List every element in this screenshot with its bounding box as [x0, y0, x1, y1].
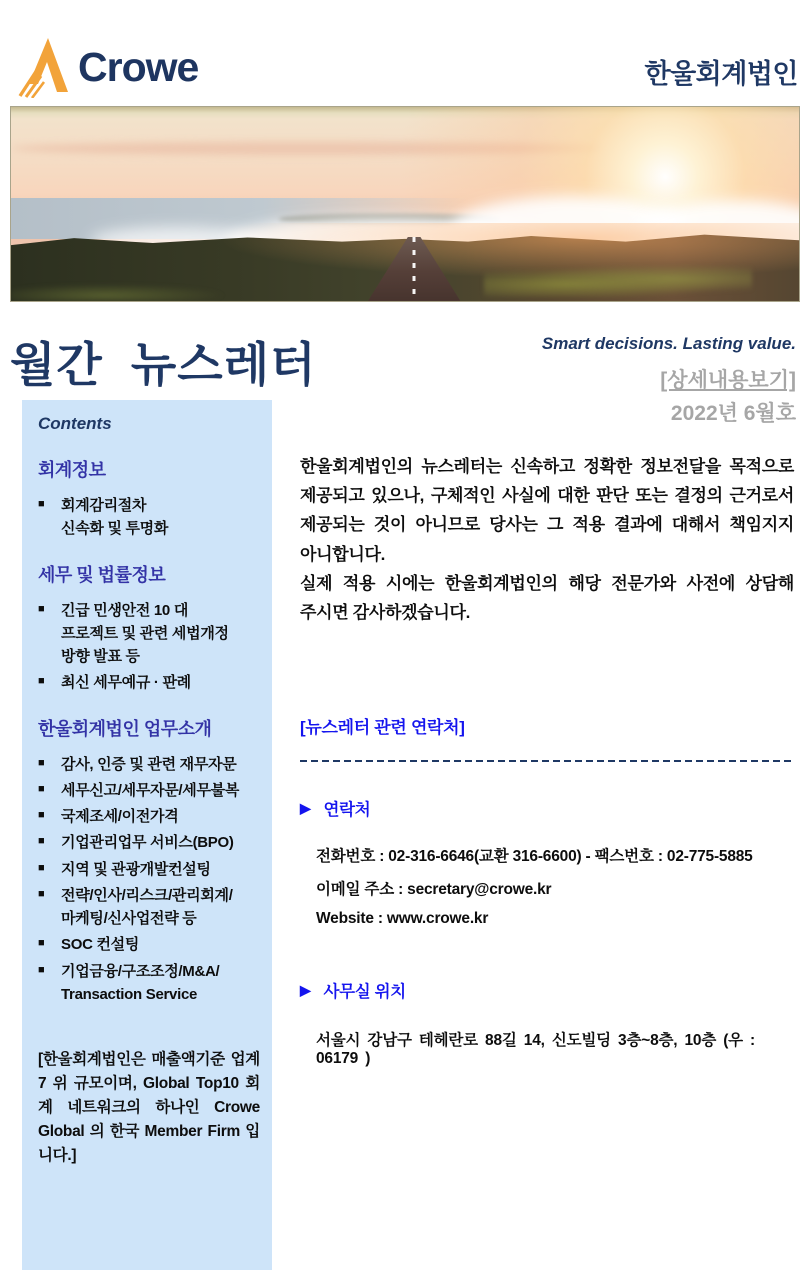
bullet-square-icon: ■ [38, 835, 45, 848]
list-item-line: 세무신고/세무자문/세무불복 [61, 781, 240, 799]
bullet-square-icon: ■ [38, 887, 45, 900]
list-item-line: SOC 컨설팅 [61, 936, 140, 954]
banner-moss-hills [11, 282, 247, 301]
bullet-square-icon: ■ [38, 602, 45, 615]
list-item [38, 671, 260, 694]
list-item [38, 599, 260, 669]
list-item-line: 기업금융/구조조정/M&A/ [61, 962, 220, 980]
office-label: 사무실 위치 [323, 983, 406, 1002]
banner-photo-sunset-road [10, 106, 800, 302]
list-item [38, 933, 260, 956]
list-item-line: 긴급 민생안전 10 대 [61, 601, 189, 619]
list-item-line: 마케팅/신사업전략 등 [61, 910, 197, 927]
banner-road-centerline [413, 237, 416, 301]
list-item [38, 884, 260, 931]
firm-footnote: [한울회계법인은 매출액기준 업계 7 위 규모이며, Global Top10 회계 네트워크의 하나인 Crowe Global 의 한국 Member Firm 입니다.] [38, 1051, 260, 1165]
list-item-line: 기업관리업무 서비스(BPO) [61, 834, 234, 852]
list-item-line: 방향 발표 등 [61, 648, 140, 665]
crowe-logo [18, 36, 198, 98]
list-item-line: 국제조세/이전가격 [61, 808, 179, 825]
phone-fax-line: 전화번호 : 02-316-6646(교환 316-6600) - 팩스번호 : 02-775-5885 [316, 848, 753, 866]
list-item [38, 858, 260, 881]
contact-label: 연락처 [323, 801, 371, 820]
bullet-square-icon: ■ [38, 963, 45, 976]
email-line: 이메일 주소 : secretary@crowe.kr [316, 881, 552, 899]
list-item [38, 494, 260, 541]
contents-title: Contents [38, 414, 112, 433]
bullet-square-icon: ■ [38, 782, 45, 795]
page-header [0, 0, 810, 106]
list-item-line: Transaction Service [61, 985, 198, 1003]
list-item [38, 831, 260, 854]
list-item [38, 779, 260, 802]
arrow-right-icon: ▶ [300, 982, 311, 999]
issue-label: 2022년 6월호 [670, 402, 796, 425]
newsletter-contact-header: [뉴스레터 관련 연락처] [300, 718, 465, 738]
page-title: 월간 뉴스레터 [10, 338, 317, 391]
sidebar-heading-accounting: 회계정보 [38, 460, 106, 480]
sidebar-heading-tax-legal: 세무 및 법률정보 [38, 564, 166, 585]
list-item-line: 감사, 인증 및 관련 재무자문 [61, 755, 237, 773]
list-item [38, 960, 260, 1007]
brand-tagline: Smart decisions. Lasting value. [541, 334, 796, 353]
office-address: 서울시 강남구 테헤란로 88길 14, 신도빌딩 3층~8층, 10층 (우 : 06179 ) [316, 1032, 755, 1068]
list-item-line: 지역 및 관광개발컨설팅 [61, 860, 211, 878]
disclaimer-paragraph: 실제 적용 시에는 한울회계법인의 해당 전문가와 사전에 상담해 주시면 감사하겠습니다. [300, 573, 794, 623]
website-line: Website : www.crowe.kr [316, 910, 489, 928]
bullet-square-icon: ■ [38, 861, 45, 874]
bullet-square-icon: ■ [38, 937, 45, 950]
list-item [38, 805, 260, 828]
content-area [0, 400, 810, 1270]
disclaimer-paragraph: 한울회계법인의 뉴스레터는 신속하고 정확한 정보전달을 목적으로 제공되고 있으나, 구체적인 사실에 대한 판단 또는 결정의 근거로서 제공되는 것이 아니므로 당사는 그 적용 결과에 대해서 책임지지 아니합니다. [300, 457, 794, 564]
crowe-peak-icon [18, 36, 70, 98]
list-item-line: 프로젝트 및 관련 세법개정 [61, 624, 229, 642]
list-item-line: 신속화 및 투명화 [61, 520, 169, 538]
list-item [38, 753, 260, 776]
main-column [272, 400, 810, 1270]
banner-moss-hills [484, 266, 752, 297]
contact-section-label [300, 796, 794, 820]
contents-sidebar [22, 400, 272, 1270]
bullet-square-icon: ■ [38, 675, 45, 688]
disclaimer [300, 452, 794, 627]
list-item-line: 회계감리절차 [61, 497, 147, 514]
list-item-line: 최신 세무예규 · 판례 [61, 674, 191, 692]
arrow-right-icon: ▶ [300, 800, 311, 817]
sidebar-heading-services: 한울회계법인 업무소개 [38, 718, 212, 739]
list-item-line: 전략/인사/리스크/관리회계/ [61, 886, 233, 904]
company-name: 한울회계법인 [644, 59, 798, 89]
contact-info [316, 844, 794, 928]
office-section-label [300, 978, 794, 1002]
detail-view-link[interactable]: [상세내용보기] [660, 369, 796, 392]
bullet-square-icon: ■ [38, 756, 45, 769]
crowe-wordmark: Crowe [78, 43, 199, 90]
bullet-square-icon: ■ [38, 498, 45, 510]
dashed-divider [300, 760, 794, 762]
bullet-square-icon: ■ [38, 809, 45, 821]
